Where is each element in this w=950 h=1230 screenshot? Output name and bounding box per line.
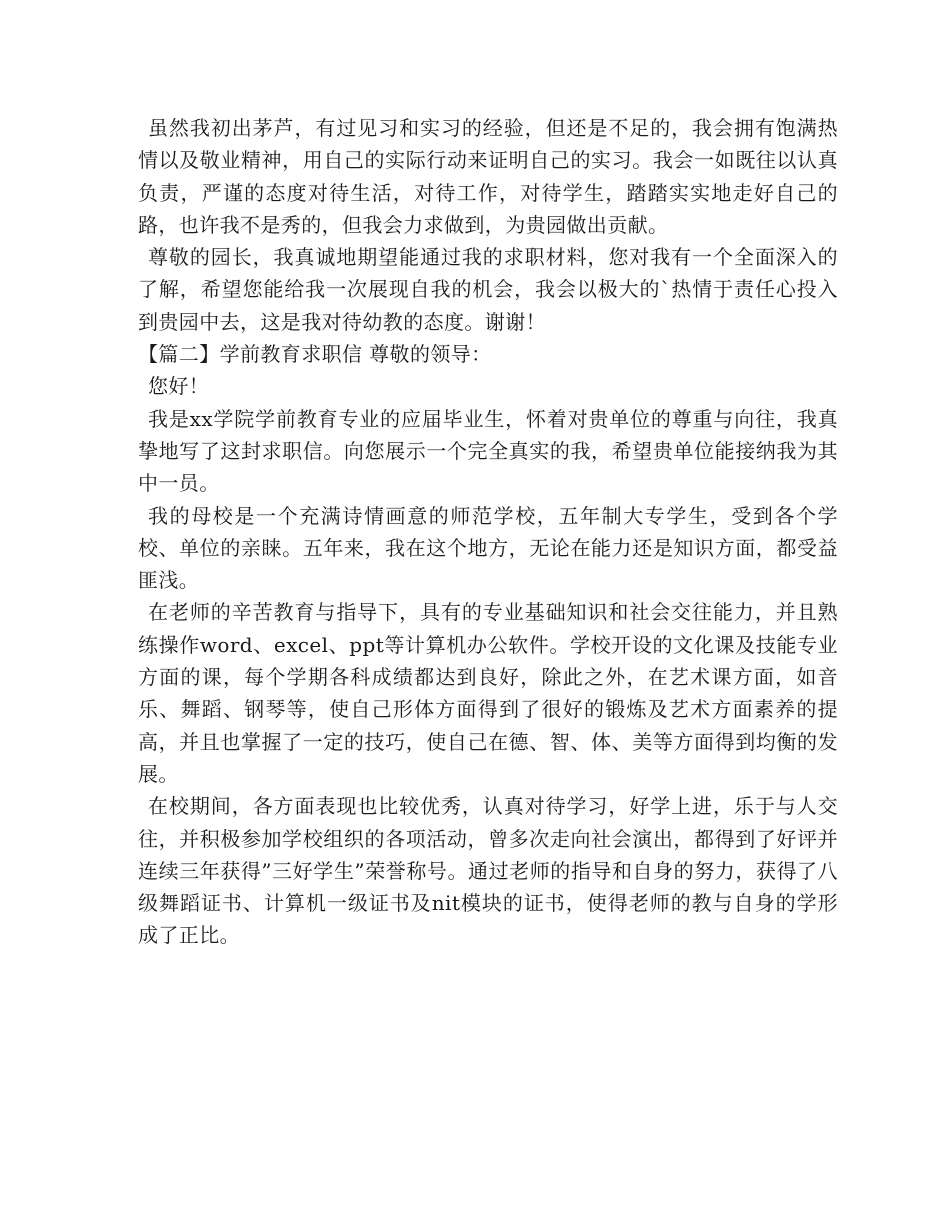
paragraph-4: 我的母校是一个充满诗情画意的师范学校，五年制大专学生，受到各个学校、单位的亲睐。五年来，我在这个地方，无论在能力还是知识方面，都受益匪浅。 (138, 503, 838, 593)
paragraph-6: 在校期间，各方面表现也比较优秀，认真对待学习，好学上进，乐于与人交往，并积极参加学校组织的各项活动，曾多次走向社会演出，都得到了好评并连续三年获得”三好学生”荣誉称号。通过老师的指导和自身的努力，获得了八级舞蹈证书、计算机一级证书及nit模块的证书，使得老师的教与自身的学形成了正比。 (138, 794, 838, 948)
paragraph-3: 我是xx学院学前教育专业的应届毕业生，怀着对贵单位的尊重与向往，我真挚地写了这封求职信。向您展示一个完全真实的我，希望贵单位能接纳我为其中一员。 (138, 406, 838, 496)
paragraph-5: 在老师的辛苦教育与指导下，具有的专业基础知识和社会交往能力，并且熟练操作word、excel、ppt等计算机办公软件。学校开设的文化课及技能专业方面的课，每个学期各科成绩都达到良好，除此之外，在艺术课方面，如音乐、舞蹈、钢琴等，使自己形体方面得到了很好的锻炼及艺术方面素养的提高，并且也掌握了一定的技巧，使自己在德、智、体、美等方面得到均衡的发展。 (138, 600, 838, 786)
document-body (138, 112, 838, 952)
greeting: 您好！ (148, 374, 210, 399)
paragraph-1: 虽然我初出茅芦，有过见习和实习的经验，但还是不足的，我会拥有饱满热情以及敬业精神，用自己的实际行动来证明自己的实习。我会一如既往以认真负责，严谨的态度对待生活，对待工作，对待学生，踏踏实实地走好自己的路，也许我不是秀的，但我会力求做到，为贵园做出贡献。 (138, 116, 838, 237)
paragraph-2: 尊敬的园长，我真诚地期望能通过我的求职材料，您对我有一个全面深入的了解，希望您能给我一次展现自我的机会，我会以极大的`热情于责任心投入到贵园中去，这是我对待幼教的态度。谢谢！ (138, 245, 838, 334)
section-heading: 【篇二】学前教育求职信 尊敬的领导： (138, 342, 492, 367)
